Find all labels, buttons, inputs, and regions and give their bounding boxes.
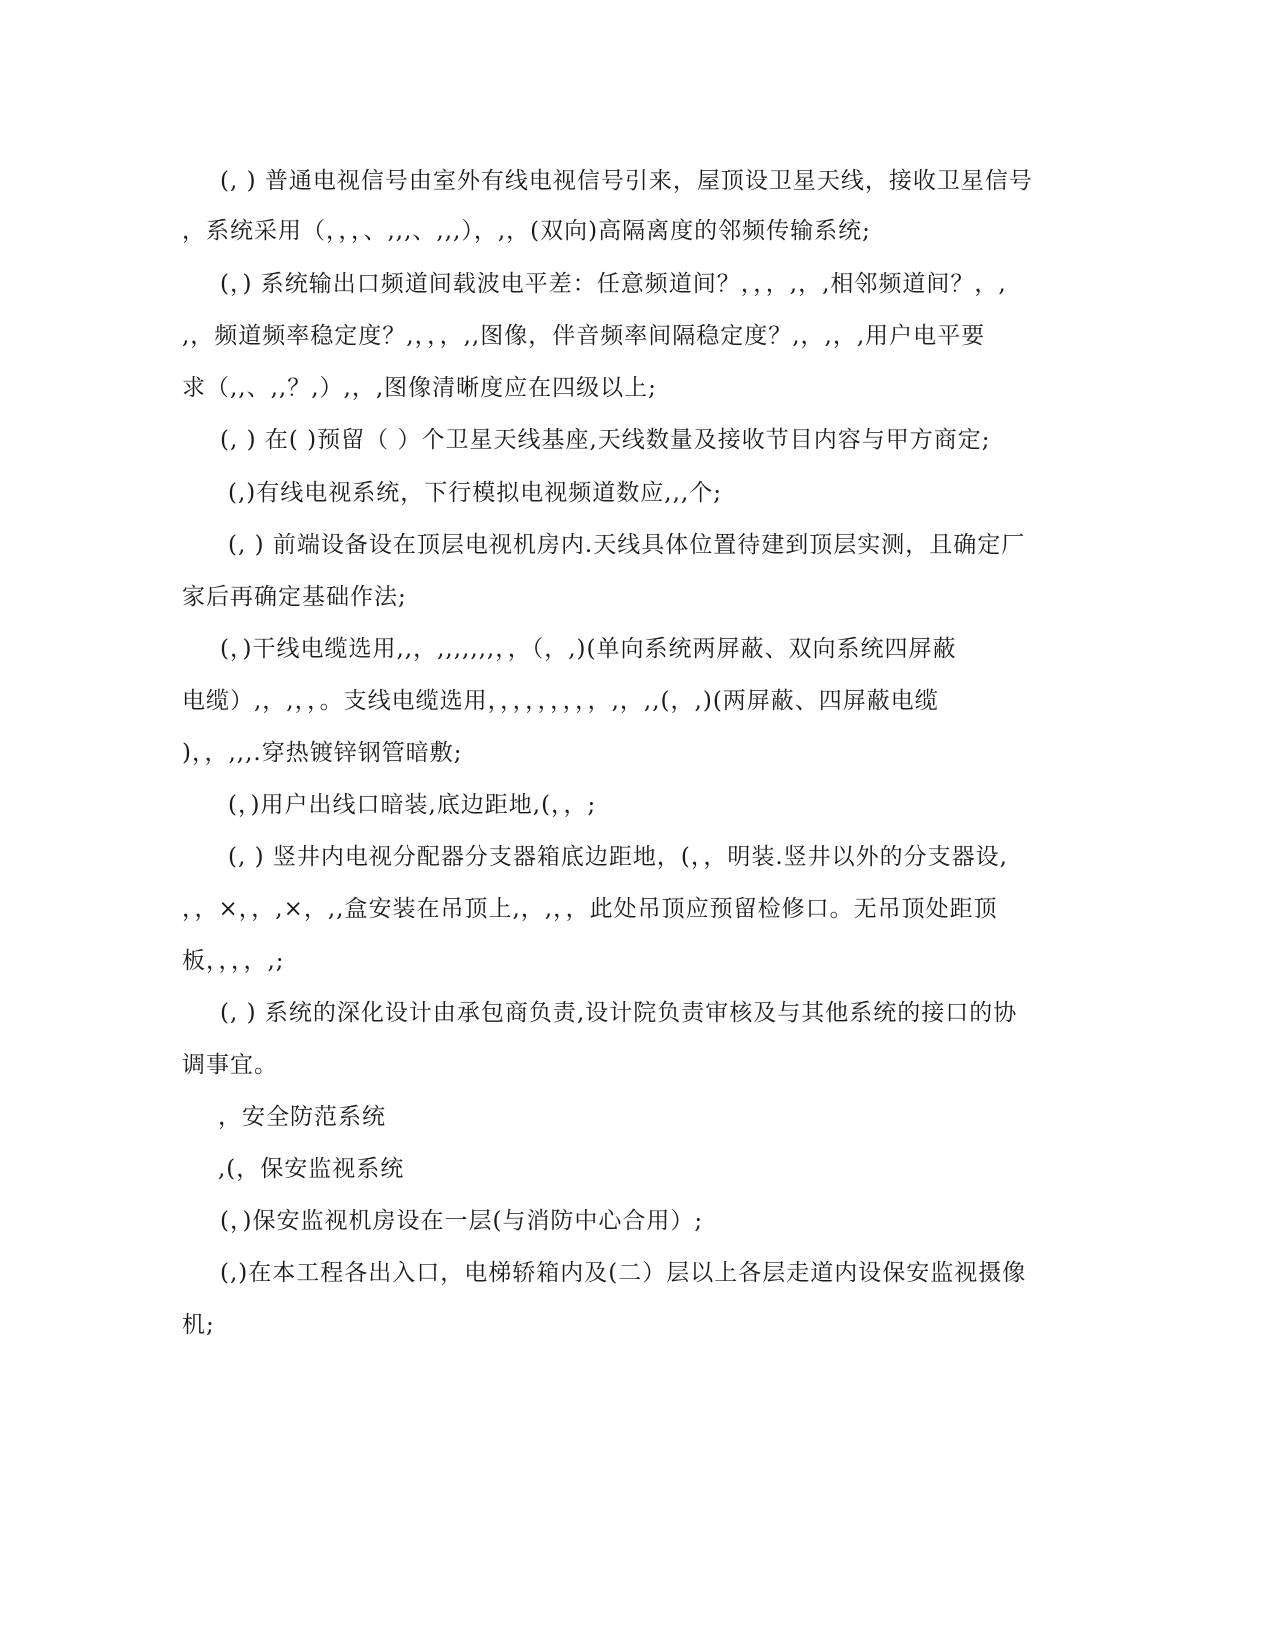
paragraph-line: (，) 系统输出口频道间载波电平差：任意频道间？，，，,，,相邻频道间？，,	[220, 271, 1007, 297]
paragraph-line: (, ) 竖井内电视分配器分支器箱底边距地，(，，明装.竖井以外的分支器设,	[228, 844, 1008, 870]
paragraph-line: (，)用户出线口暗装,底边距地,(，，;	[228, 792, 597, 818]
paragraph-line: ，系统采用（，，，、,,,、,,,），,，(双向)高隔离度的邻频传输系统;	[182, 218, 871, 244]
paragraph-line: 机;	[182, 1312, 215, 1338]
paragraph-line: 板，，，，,;	[182, 948, 285, 974]
paragraph-line: ,，频道频率稳定度？,，，，,,图像，伴音频率间隔稳定度？,，,，,用户电平要	[182, 323, 986, 349]
paragraph-line: (，)保安监视机房设在一层(与消防中心合用）;	[220, 1208, 704, 1234]
section-heading: ，安全防范系统	[218, 1104, 386, 1130]
paragraph-line: (,)有线电视系统，下行模拟电视频道数应,,,个;	[228, 480, 722, 506]
paragraph-line: (,)在本工程各出入口，电梯轿箱内及(二）层以上各层走道内设保安监视摄像	[220, 1260, 1027, 1286]
paragraph-line: ，，×，，,×，,,盒安装在吊顶上,，,，，此处吊顶应预留检修口。无吊顶处距顶	[182, 896, 998, 922]
paragraph-line: )，，,,,.穿热镀锌钢管暗敷;	[182, 740, 463, 766]
paragraph-line: (，)干线电缆选用,,，,,,,,,,，，（，,)(单向系统两屏蔽、双向系统四屏蔽	[220, 636, 957, 662]
paragraph-line: (, ) 前端设备设在顶层电视机房内.天线具体位置待建到顶层实测，且确定厂	[228, 532, 1026, 558]
paragraph-line: (, ) 普通电视信号由室外有线电视信号引来，屋顶设卫星天线，接收卫星信号	[220, 168, 1033, 194]
paragraph-line: 家后再确定基础作法;	[182, 584, 407, 610]
paragraph-line: 求（,,、,,？,）,，,图像清晰度应在四级以上;	[182, 375, 657, 401]
paragraph-line: (, ) 在( )预留（ ）个卫星天线基座,天线数量及接收节目内容与甲方商定;	[220, 427, 991, 453]
paragraph-line: (, ) 系统的深化设计由承包商负责,设计院负责审核及与其他系统的接口的协	[220, 1000, 1018, 1026]
paragraph-line: 电缆）,，,，，。支线电缆选用，，，，，，，，，,，,,(，,)(两屏蔽、四屏蔽电缆	[182, 688, 939, 714]
paragraph-line: 调事宜。	[182, 1052, 278, 1078]
subsection-heading: ,(，保安监视系统	[218, 1156, 405, 1182]
